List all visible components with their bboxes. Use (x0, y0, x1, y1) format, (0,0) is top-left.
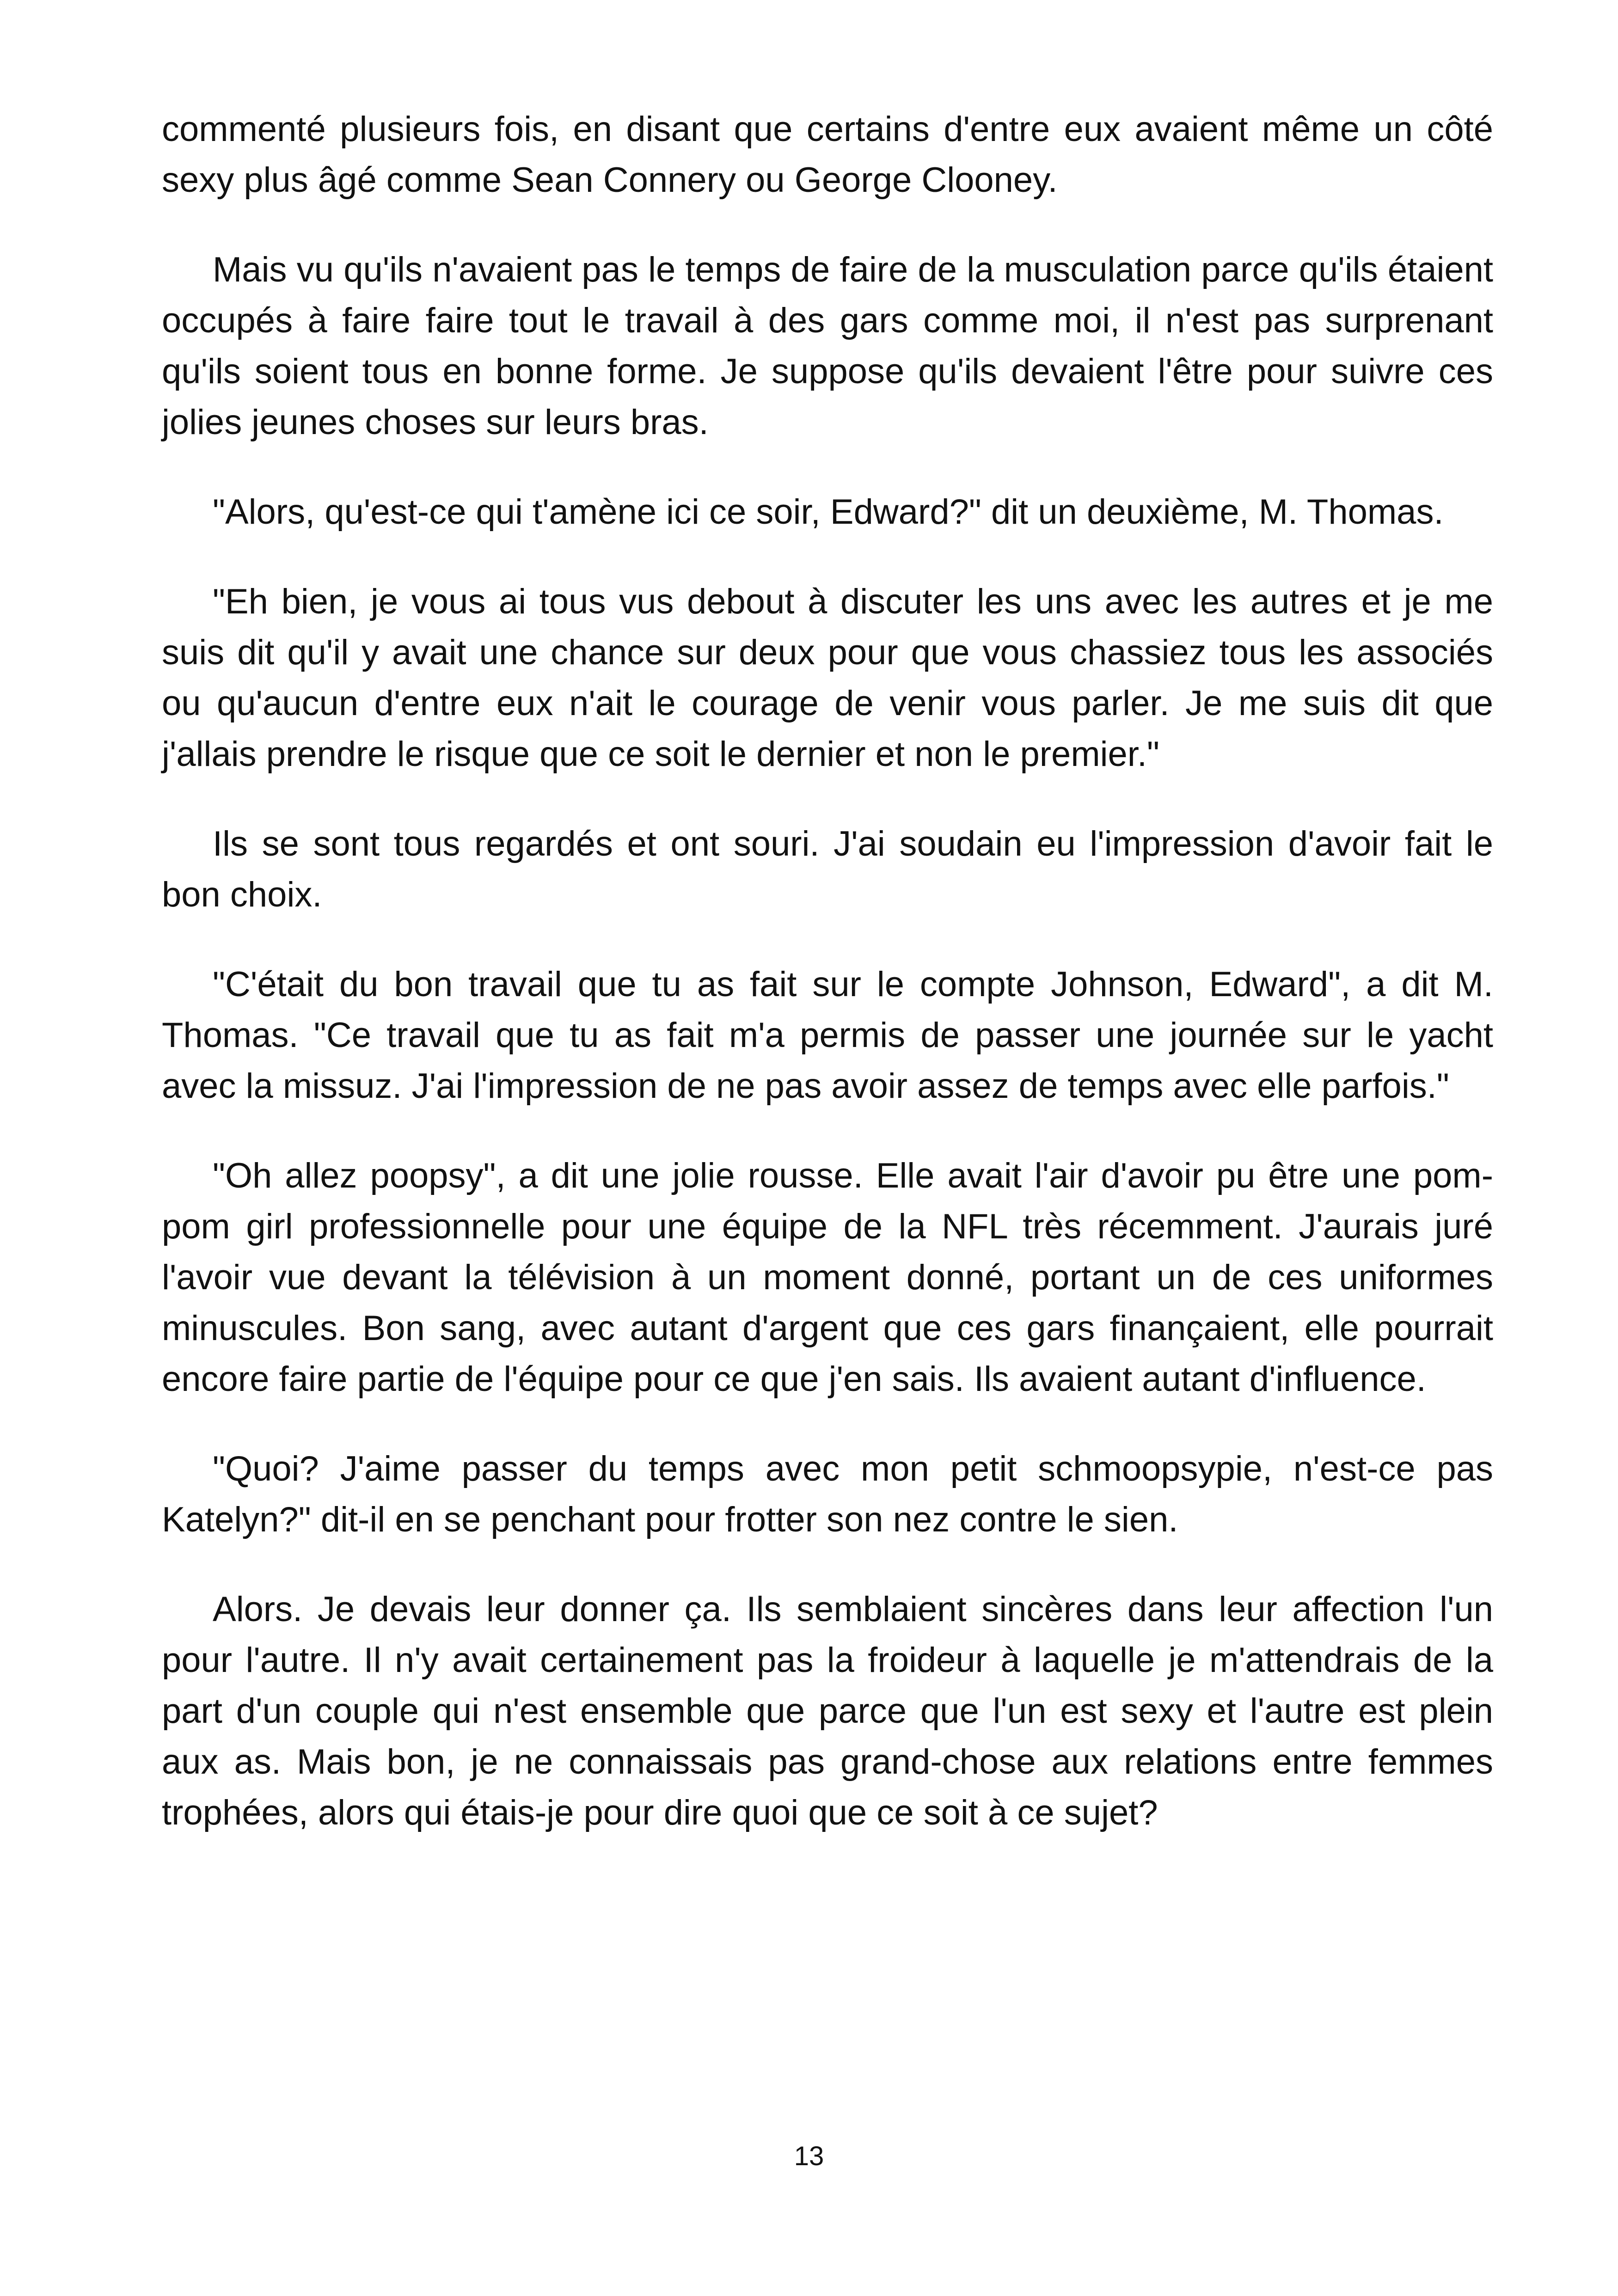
paragraph-5: Ils se sont tous regardés et ont souri. J'ai soudain eu l'impression d'avoir fait le bon choix. (162, 824, 1493, 914)
paragraph-7: "Oh allez poopsy", a dit une jolie rousse. Elle avait l'air d'avoir pu être une pom-pom girl professionnelle pour une équipe de la NFL très récemment. J'aurais juré l'avoir vue devant la télévision à un moment donné, portant un de ces uniformes minuscules. Bon sang, avec autant d'argent que ces gars finançaient, elle pourrait encore faire partie de l'équipe pour ce que j'en sais. Ils avaient autant d'influence. (162, 1156, 1493, 1399)
paragraph-6: "C'était du bon travail que tu as fait sur le compte Johnson, Edward", a dit M. Thomas. "Ce travail que tu as fait m'a permis de passer une journée sur le yacht avec la missuz. J'ai l'impression de ne pas avoir assez de temps avec elle parfois." (162, 965, 1493, 1106)
paragraph-1: commenté plusieurs fois, en disant que certains d'entre eux avaient même un côté sexy plus âgé comme Sean Connery ou George Clooney. (162, 110, 1493, 200)
paragraph-4: "Eh bien, je vous ai tous vus debout à discuter les uns avec les autres et je me suis dit qu'il y avait une chance sur deux pour que vous chassiez tous les associés ou qu'aucun d'entre eux n'ait le courage de venir vous parler. Je me suis dit que j'allais prendre le risque que ce soit le dernier et non le premier." (162, 582, 1493, 774)
paragraph-8: "Quoi? J'aime passer du temps avec mon petit schmoopsypie, n'est-ce pas Katelyn?" dit-il en se penchant pour frotter son nez contre le sien. (162, 1449, 1493, 1539)
paragraph-3: "Alors, qu'est-ce qui t'amène ici ce soir, Edward?" dit un deuxième, M. Thomas. (213, 492, 1444, 532)
body-text (162, 104, 1493, 1877)
paragraph-2: Mais vu qu'ils n'avaient pas le temps de faire de la musculation parce qu'ils étaient occupés à faire faire tout le travail à des gars comme moi, il n'est pas surprenant qu'ils soient tous en bonne forme. Je suppose qu'ils devaient l'être pour suivre ces jolies jeunes choses sur leurs bras. (162, 250, 1493, 442)
page-number: 13 (794, 2141, 824, 2171)
paragraph-9: Alors. Je devais leur donner ça. Ils semblaient sincères dans leur affection l'un pour l'autre. Il n'y avait certainement pas la froideur à laquelle je m'attendrais de la part d'un couple qui n'est ensemble que parce que l'un est sexy et l'autre est plein aux as. Mais bon, je ne connaissais pas grand-chose aux relations entre femmes trophées, alors qui étais-je pour dire quoi que ce soit à ce sujet? (162, 1590, 1493, 1832)
